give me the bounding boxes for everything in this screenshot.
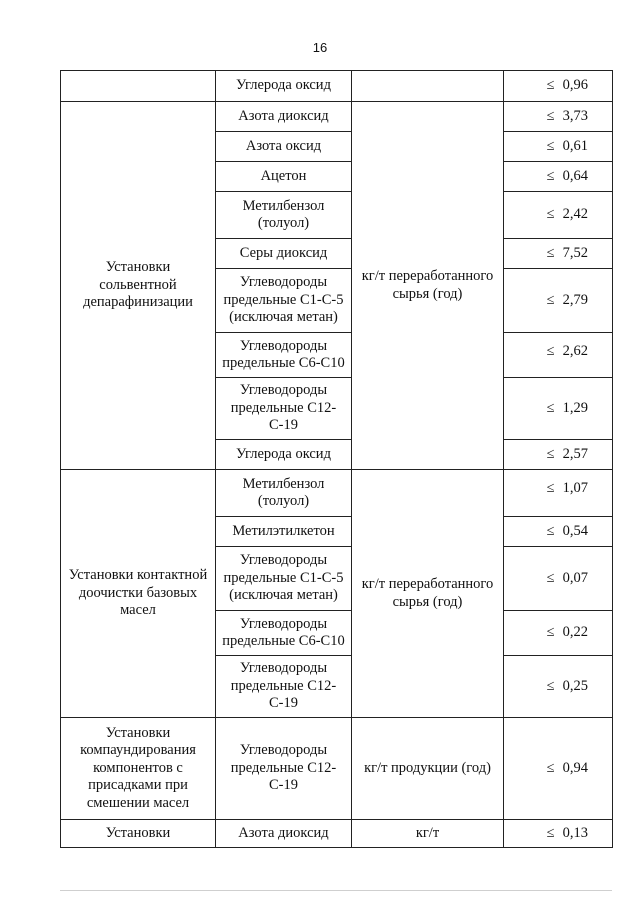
pollutant-cell: Азота диоксид — [216, 102, 352, 132]
limit-cell — [504, 102, 613, 132]
emission-standards-table — [60, 70, 613, 848]
le-symbol: ≤ — [546, 569, 555, 586]
limit-cell — [504, 656, 613, 718]
limit-value: 1,29 — [562, 399, 588, 416]
limit-cell — [504, 132, 613, 162]
pollutant-cell: Метилбензол (толуол) — [216, 192, 352, 239]
le-symbol: ≤ — [546, 137, 555, 154]
table-row — [61, 470, 613, 517]
unit-cell: кг/т переработанного сырья (год) — [352, 470, 504, 718]
le-symbol: ≤ — [546, 445, 555, 462]
limit-value: 0,94 — [562, 759, 588, 776]
pollutant-cell: Углеводороды предельные С12-С-19 — [216, 378, 352, 440]
limit-cell — [504, 333, 613, 378]
limit-cell — [504, 820, 613, 848]
limit-cell — [504, 378, 613, 440]
le-symbol: ≤ — [546, 824, 555, 841]
pollutant-cell: Углеводороды предельные С12-С-19 — [216, 718, 352, 820]
le-symbol: ≤ — [546, 107, 555, 124]
limit-value: 1,07 — [562, 480, 588, 496]
limit-value: 2,62 — [562, 343, 588, 359]
limit-cell — [504, 162, 613, 192]
group-cell-empty — [61, 71, 216, 102]
pollutant-cell: Углеводороды предельные С6-С10 — [216, 611, 352, 656]
le-symbol: ≤ — [546, 291, 555, 308]
group-cell: Установки контактной доочистки базовых масел — [61, 470, 216, 718]
group-cell: Установки — [61, 820, 216, 848]
limit-value: 0,64 — [562, 167, 588, 184]
limit-value: 0,25 — [562, 677, 588, 694]
bottom-rule — [60, 890, 612, 891]
pollutant-cell: Серы диоксид — [216, 239, 352, 269]
limit-value: 3,73 — [562, 107, 588, 124]
pollutant-cell: Углеводороды предельные С1-С-5 (исключая метан) — [216, 547, 352, 611]
table-row — [61, 718, 613, 820]
limit-cell — [504, 517, 613, 547]
limit-value: 0,07 — [562, 569, 588, 586]
group-cell: Установки компаундирования компонентов с присадками при смешении масел — [61, 718, 216, 820]
limit-value: 2,42 — [562, 206, 588, 223]
limit-cell — [504, 470, 613, 517]
pollutant-cell: Углеводороды предельные С1-С-5 (исключая метан) — [216, 269, 352, 333]
le-symbol: ≤ — [546, 759, 555, 776]
limit-value: 0,22 — [562, 624, 588, 641]
limit-cell — [504, 718, 613, 820]
pollutant-cell: Метилэтилкетон — [216, 517, 352, 547]
le-symbol: ≤ — [546, 343, 555, 359]
pollutant-cell: Углеводороды предельные С6-С10 — [216, 333, 352, 378]
unit-cell: кг/т продукции (год) — [352, 718, 504, 820]
limit-cell — [504, 547, 613, 611]
page-number: 16 — [312, 40, 328, 55]
pollutant-cell: Метилбензол (толуол) — [216, 470, 352, 517]
le-symbol: ≤ — [546, 677, 555, 694]
table-row — [61, 102, 613, 132]
unit-cell: кг/т — [352, 820, 504, 848]
unit-cell-empty — [352, 71, 504, 102]
le-symbol: ≤ — [546, 206, 555, 223]
le-symbol: ≤ — [546, 624, 555, 641]
limit-value: 7,52 — [562, 244, 588, 261]
limit-value: 0,61 — [562, 137, 588, 154]
le-symbol: ≤ — [546, 522, 555, 539]
table-row — [61, 820, 613, 848]
group-cell: Установки сольвентной депарафинизации — [61, 102, 216, 470]
limit-cell — [504, 71, 613, 102]
pollutant-cell: Азота диоксид — [216, 820, 352, 848]
limit-value: 2,57 — [562, 445, 588, 462]
le-symbol: ≤ — [546, 399, 555, 416]
limit-cell — [504, 239, 613, 269]
limit-cell — [504, 440, 613, 470]
limit-cell — [504, 192, 613, 239]
le-symbol: ≤ — [546, 167, 555, 184]
limit-value: 2,79 — [562, 291, 588, 308]
limit-value: 0,54 — [562, 522, 588, 539]
limit-cell — [504, 611, 613, 656]
table-row — [61, 71, 613, 102]
le-symbol: ≤ — [546, 244, 555, 261]
le-symbol: ≤ — [546, 480, 555, 496]
limit-value: 0,96 — [562, 77, 588, 94]
unit-cell: кг/т переработанного сырья (год) — [352, 102, 504, 470]
pollutant-cell: Азота оксид — [216, 132, 352, 162]
pollutant-cell: Углерода оксид — [216, 71, 352, 102]
le-symbol: ≤ — [546, 77, 555, 94]
pollutant-cell: Углерода оксид — [216, 440, 352, 470]
pollutant-cell: Углеводороды предельные С12-С-19 — [216, 656, 352, 718]
pollutant-cell: Ацетон — [216, 162, 352, 192]
limit-value: 0,13 — [562, 824, 588, 841]
limit-cell — [504, 269, 613, 333]
